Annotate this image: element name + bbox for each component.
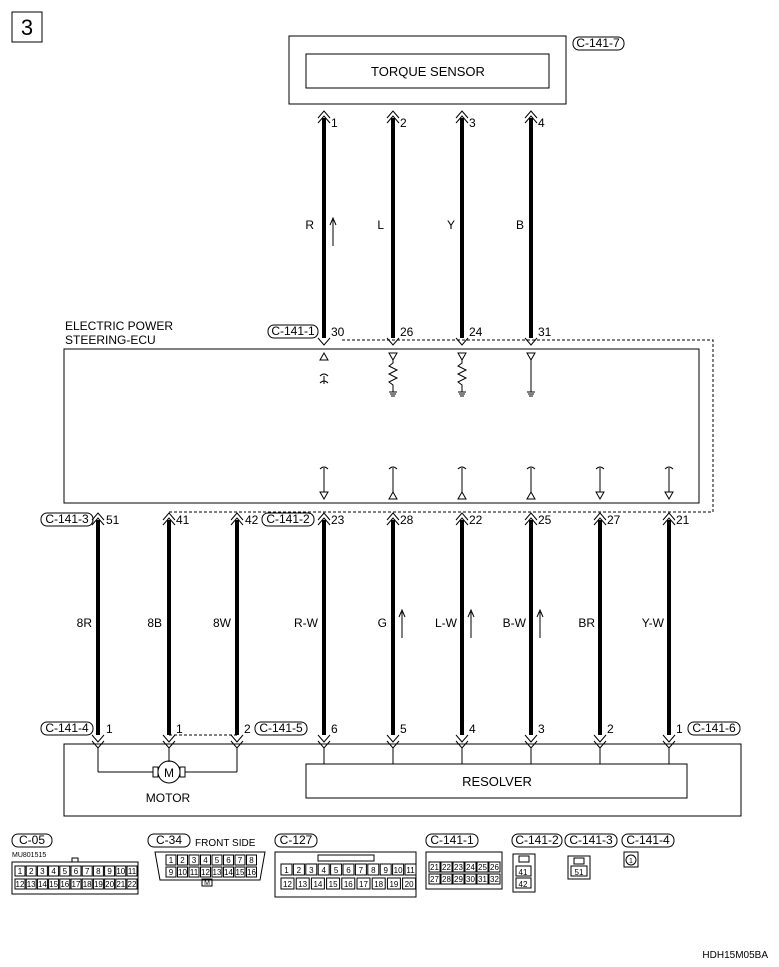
wire-r-w bbox=[294, 513, 345, 748]
c05-pin-number: 5 bbox=[62, 867, 68, 876]
c127-pin-number: 14 bbox=[313, 880, 323, 889]
legend-c127 bbox=[275, 833, 416, 897]
c127-pin-number: 1 bbox=[284, 866, 289, 875]
c05-pin-number: 20 bbox=[105, 880, 115, 889]
c127-pin-number: 7 bbox=[358, 866, 364, 875]
c05-pin-number: 3 bbox=[40, 867, 45, 876]
svg-text:27: 27 bbox=[607, 513, 621, 527]
legend-c141-2 bbox=[512, 833, 562, 892]
svg-text:41: 41 bbox=[176, 513, 190, 527]
svg-text:41: 41 bbox=[518, 868, 528, 877]
svg-text:C-127: C-127 bbox=[279, 833, 313, 847]
c141-1-pin-number: 31 bbox=[478, 875, 487, 884]
svg-text:R: R bbox=[305, 218, 314, 232]
svg-text:4: 4 bbox=[469, 722, 476, 736]
c05-pin-number: 16 bbox=[60, 880, 70, 889]
svg-text:2: 2 bbox=[607, 722, 614, 736]
c34-pin-number: 8 bbox=[249, 856, 254, 865]
svg-text:24: 24 bbox=[469, 325, 483, 339]
c141-1-pin-number: 30 bbox=[466, 875, 475, 884]
c05-pin-number: 19 bbox=[93, 880, 103, 889]
page-number: 3 bbox=[20, 15, 34, 40]
svg-text:28: 28 bbox=[400, 513, 414, 527]
svg-text:C-141-4: C-141-4 bbox=[45, 721, 89, 735]
c34-pin-number: 9 bbox=[168, 868, 174, 877]
svg-text:B-W: B-W bbox=[502, 616, 526, 630]
ecu-dashed-outline bbox=[245, 340, 713, 512]
c05-pin-number: 7 bbox=[84, 867, 90, 876]
c05-pin-number: 14 bbox=[37, 880, 47, 889]
c127-pin-number: 12 bbox=[283, 880, 292, 889]
legend-c05 bbox=[12, 833, 138, 894]
c141-1-pin-number: 29 bbox=[454, 875, 463, 884]
connector-legend bbox=[12, 833, 674, 897]
page-number-box bbox=[12, 12, 42, 42]
svg-text:2: 2 bbox=[400, 116, 407, 130]
c141-1-pin-number: 23 bbox=[454, 863, 463, 872]
connector-tag-c141-2 bbox=[262, 512, 314, 526]
motor-icon bbox=[153, 761, 185, 783]
svg-text:C-141-5: C-141-5 bbox=[259, 721, 303, 735]
top-wires bbox=[268, 111, 552, 345]
wire-r bbox=[305, 111, 344, 345]
ecu bbox=[64, 319, 713, 512]
svg-text:C-141-3: C-141-3 bbox=[569, 833, 613, 847]
legend-c141-3 bbox=[565, 833, 617, 879]
svg-text:42: 42 bbox=[245, 513, 259, 527]
footer-code: HDH15M05BA bbox=[702, 950, 768, 961]
svg-text:8B: 8B bbox=[147, 616, 162, 630]
ecu-internal-bottom bbox=[320, 467, 673, 499]
c34-pin-number: 12 bbox=[201, 868, 210, 877]
c34-pin-number: 16 bbox=[247, 868, 256, 877]
c141-1-pin-number: 27 bbox=[430, 875, 439, 884]
svg-text:4: 4 bbox=[538, 116, 545, 130]
c34-pin-number: 14 bbox=[224, 868, 233, 877]
c127-pin-number: 13 bbox=[298, 880, 308, 889]
svg-text:3: 3 bbox=[538, 722, 545, 736]
ecu-internal-top bbox=[320, 353, 535, 396]
c34-pin-number: 6 bbox=[226, 856, 231, 865]
c34-pin-number: 11 bbox=[189, 868, 199, 877]
legend-c141-4 bbox=[622, 833, 674, 867]
c05-pin-number: 10 bbox=[116, 867, 126, 876]
svg-text:C-141-3: C-141-3 bbox=[45, 512, 89, 526]
c141-1-pin-number: 32 bbox=[490, 875, 499, 884]
c34-pin-number: 2 bbox=[180, 856, 185, 865]
c34-pin-number: 4 bbox=[203, 856, 208, 865]
svg-text:51: 51 bbox=[574, 868, 584, 877]
c141-1-pin-number: 25 bbox=[478, 863, 487, 872]
c127-pin-number: 16 bbox=[343, 880, 353, 889]
wire-8b bbox=[147, 513, 189, 748]
c127-pin-number: 19 bbox=[389, 880, 399, 889]
wire-y bbox=[447, 111, 483, 345]
c127-pin-number: 8 bbox=[371, 866, 376, 875]
svg-text:M: M bbox=[164, 766, 174, 780]
resolver-label: RESOLVER bbox=[462, 774, 532, 789]
c05-pin-number: 21 bbox=[116, 880, 126, 889]
connector-tag-c141-1 bbox=[268, 324, 318, 338]
svg-text:1: 1 bbox=[106, 722, 113, 736]
wire-br bbox=[578, 513, 620, 748]
svg-text:1: 1 bbox=[676, 722, 683, 736]
wire-b-w bbox=[503, 513, 552, 748]
svg-text:5: 5 bbox=[400, 722, 407, 736]
c34-pin-number: 5 bbox=[214, 856, 220, 865]
c05-pin-number: 8 bbox=[96, 867, 101, 876]
legend-c141-1 bbox=[426, 833, 502, 889]
svg-text:21: 21 bbox=[676, 513, 690, 527]
wire-8r bbox=[77, 513, 120, 748]
torque-sensor bbox=[289, 36, 624, 104]
c127-pin-number: 9 bbox=[383, 866, 388, 875]
wire-b bbox=[516, 111, 552, 345]
c05-pin-number: 9 bbox=[107, 867, 112, 876]
c127-pin-number: 3 bbox=[309, 866, 314, 875]
ecu-label-line1: ELECTRIC POWER bbox=[65, 319, 174, 333]
svg-text:C-141-7: C-141-7 bbox=[576, 36, 620, 50]
c127-pin-number: 6 bbox=[346, 866, 351, 875]
c127-pin-number: 11 bbox=[406, 866, 415, 875]
motor-label: MOTOR bbox=[145, 791, 191, 805]
c127-pin-number: 10 bbox=[393, 866, 403, 875]
svg-text:6: 6 bbox=[331, 722, 338, 736]
c141-1-pin-number: 28 bbox=[442, 875, 451, 884]
svg-text:C-141-2: C-141-2 bbox=[266, 512, 310, 526]
ecu-label-line2: STEERING-ECU bbox=[65, 333, 156, 347]
svg-text:L: L bbox=[377, 218, 384, 232]
c05-pin-number: 1 bbox=[17, 867, 23, 876]
wire-8w bbox=[213, 513, 259, 748]
wire-g bbox=[378, 513, 414, 748]
svg-text:C-141-6: C-141-6 bbox=[692, 721, 736, 735]
wire-l bbox=[377, 111, 413, 345]
svg-text:8R: 8R bbox=[76, 616, 92, 630]
c34-pin-number: 15 bbox=[235, 868, 245, 877]
c141-1-pin-number: 26 bbox=[490, 863, 499, 872]
svg-text:2: 2 bbox=[244, 722, 251, 736]
wire-y-w bbox=[642, 513, 690, 748]
c05-pin-number: 12 bbox=[15, 880, 25, 889]
svg-text:3: 3 bbox=[469, 116, 476, 130]
c127-pin-number: 2 bbox=[296, 866, 302, 875]
c05-pin-number: 18 bbox=[82, 880, 92, 889]
c127-pin-number: 15 bbox=[328, 880, 338, 889]
svg-text:1: 1 bbox=[176, 722, 183, 736]
c05-pin-number: 17 bbox=[71, 880, 81, 889]
connector-tag-c141-5 bbox=[255, 721, 307, 735]
c127-pin-number: 4 bbox=[321, 866, 326, 875]
svg-text:C-05: C-05 bbox=[18, 833, 46, 847]
c05-pin-number: 15 bbox=[49, 880, 59, 889]
c05-pin-number: 11 bbox=[127, 867, 137, 876]
svg-text:Y-W: Y-W bbox=[641, 616, 664, 630]
legend-c34 bbox=[148, 833, 265, 887]
c05-pin-number: 22 bbox=[127, 880, 137, 889]
c34-pin-number: 1 bbox=[168, 856, 174, 865]
svg-text:1: 1 bbox=[331, 116, 338, 130]
svg-text:30: 30 bbox=[331, 325, 345, 339]
svg-text:31: 31 bbox=[538, 325, 552, 339]
wire-l-w bbox=[435, 513, 483, 748]
svg-text:1: 1 bbox=[629, 858, 633, 865]
connector-tag-c141-7 bbox=[573, 36, 624, 50]
c127-pin-number: 5 bbox=[333, 866, 339, 875]
c05-pin-number: 13 bbox=[26, 880, 36, 889]
motor-wires bbox=[77, 513, 259, 748]
c34-pin-number: 13 bbox=[212, 868, 222, 877]
svg-text:C-141-4: C-141-4 bbox=[626, 833, 670, 847]
svg-text:L-W: L-W bbox=[435, 616, 457, 630]
resolver-wires bbox=[294, 513, 690, 748]
svg-text:B: B bbox=[515, 218, 524, 232]
connector-tag-c141-6 bbox=[688, 721, 740, 735]
c127-pin-number: 18 bbox=[374, 880, 384, 889]
connector-tag-c141-3 bbox=[41, 512, 93, 526]
c141-1-pin-number: 22 bbox=[442, 863, 451, 872]
c05-pin-number: 2 bbox=[28, 867, 34, 876]
svg-text:MU801515: MU801515 bbox=[12, 852, 47, 859]
c141-1-pin-number: 21 bbox=[430, 863, 439, 872]
svg-text:25: 25 bbox=[538, 513, 552, 527]
svg-text:42: 42 bbox=[518, 880, 528, 889]
svg-text:G: G bbox=[377, 616, 387, 630]
c05-pin-number: 6 bbox=[73, 867, 79, 876]
torque-sensor-label: TORQUE SENSOR bbox=[371, 64, 485, 79]
svg-text:C-141-1: C-141-1 bbox=[430, 833, 474, 847]
c05-pin-number: 4 bbox=[51, 867, 56, 876]
svg-text:FRONT SIDE: FRONT SIDE bbox=[195, 838, 256, 849]
c34-pin-number: 7 bbox=[237, 856, 243, 865]
lower-assembly bbox=[64, 744, 741, 816]
svg-text:Y: Y bbox=[446, 218, 455, 232]
c127-pin-number: 20 bbox=[404, 880, 414, 889]
svg-text:C-141-1: C-141-1 bbox=[271, 324, 315, 338]
connector-tag-c141-4 bbox=[41, 721, 93, 735]
svg-text:BR: BR bbox=[578, 616, 595, 630]
c34-pin-number: 10 bbox=[178, 868, 187, 877]
c141-1-pin-number: 24 bbox=[466, 863, 475, 872]
svg-text:23: 23 bbox=[331, 513, 345, 527]
svg-text:26: 26 bbox=[400, 325, 414, 339]
svg-text:C-34: C-34 bbox=[155, 833, 183, 847]
svg-text:C-141-2: C-141-2 bbox=[515, 833, 559, 847]
svg-text:M: M bbox=[204, 880, 210, 887]
svg-text:51: 51 bbox=[106, 513, 120, 527]
c34-pin-number: 3 bbox=[191, 856, 197, 865]
c127-pin-number: 17 bbox=[359, 880, 368, 889]
svg-text:8W: 8W bbox=[213, 616, 231, 630]
svg-text:22: 22 bbox=[469, 513, 483, 527]
svg-text:R-W: R-W bbox=[294, 616, 318, 630]
